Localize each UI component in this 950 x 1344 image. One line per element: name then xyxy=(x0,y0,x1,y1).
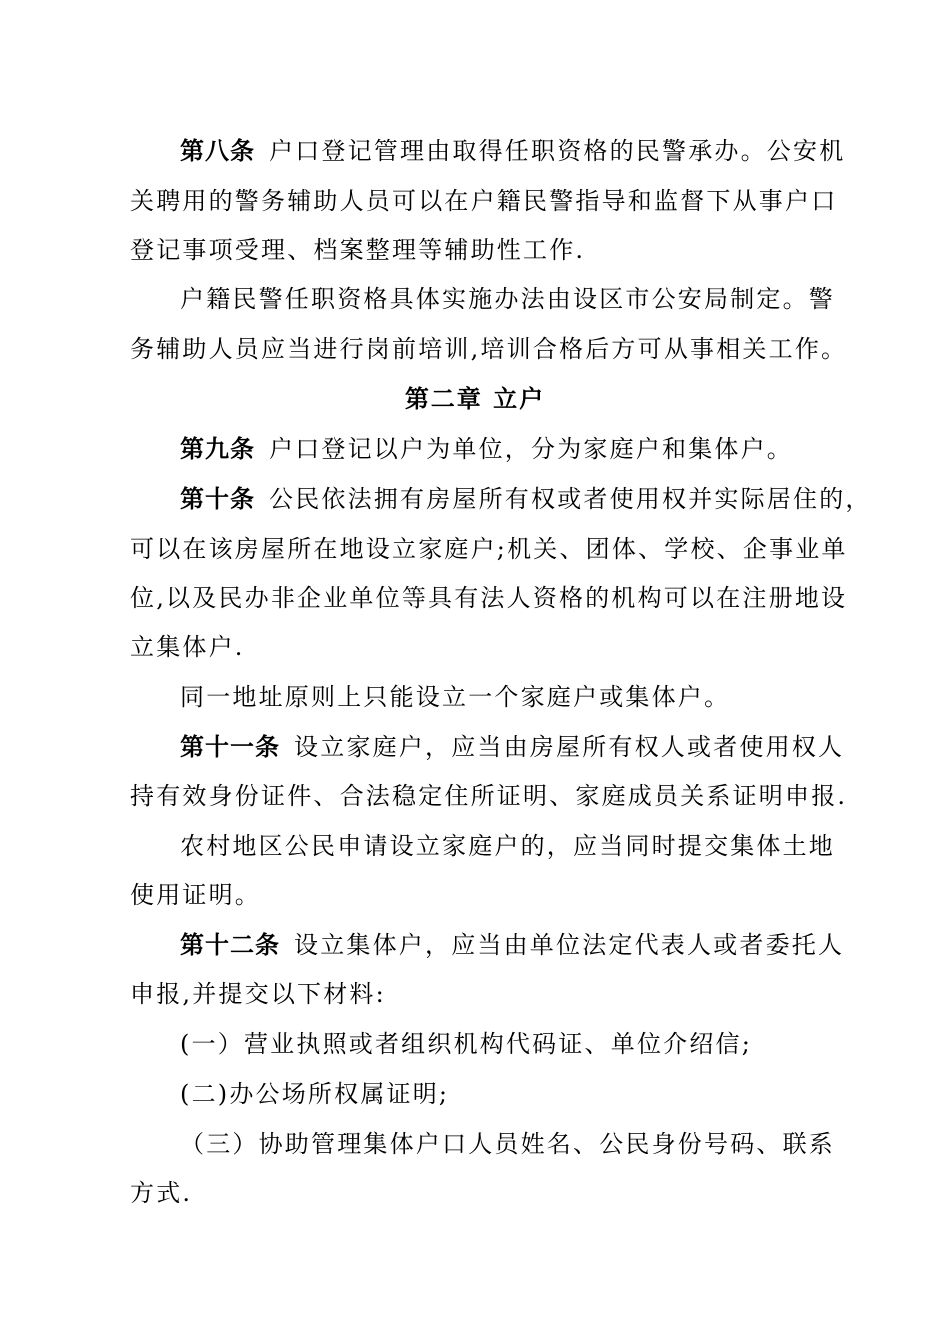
article10-line1 xyxy=(180,482,872,516)
chapter-heading: 第二章 立户 xyxy=(404,385,546,413)
article12-line2: 申报,并提交以下材料: xyxy=(130,980,386,1008)
article10-text1: 公民依法拥有房屋所有权或者使用权并实际居住的， xyxy=(269,485,872,513)
article9-label: 第九条 xyxy=(180,435,255,463)
article8-label: 第八条 xyxy=(180,137,255,165)
article10-para2-line1: 同一地址原则上只能设立一个家庭户或集体户。 xyxy=(180,683,731,711)
article9-line1 xyxy=(180,432,793,466)
article8-para2-line2: 务辅助人员应当进行岗前培训,培训合格后方可从事相关工作。 xyxy=(130,335,848,363)
article12-item3-line1: （三）协助管理集体户口人员姓名、公民身份号码、联系 xyxy=(180,1130,835,1158)
article12-line1 xyxy=(180,928,844,962)
article12-label: 第十二条 xyxy=(180,931,280,959)
article8-line1 xyxy=(180,134,845,168)
article11-label: 第十一条 xyxy=(180,733,280,761)
article10-line2: 可以在该房屋所在地设立家庭户;机关、团体、学校、企事业单 xyxy=(130,535,848,563)
article10-line4: 立集体户. xyxy=(130,633,245,661)
article10-label: 第十条 xyxy=(180,485,255,513)
article12-item1: (一）营业执照或者组织机构代码证、单位介绍信; xyxy=(180,1030,753,1058)
article12-item3-line2: 方式. xyxy=(130,1179,193,1207)
article10-line3: 位,以及民办非企业单位等具有法人资格的机构可以在注册地设 xyxy=(130,584,848,612)
article11-text1: 设立家庭户，应当由房屋所有权人或者使用权人 xyxy=(294,733,845,761)
article8-line2: 关聘用的警务辅助人员可以在户籍民警指导和监督下从事户口 xyxy=(130,187,838,215)
article11-line1 xyxy=(180,730,844,764)
article11-line2: 持有效身份证件、合法稳定住所证明、家庭成员关系证明申报. xyxy=(130,782,848,810)
article8-para2-line1: 户籍民警任职资格具体实施办法由设区市公安局制定。警 xyxy=(180,285,835,313)
article11-para2-line1: 农村地区公民申请设立家庭户的，应当同时提交集体土地 xyxy=(180,832,835,860)
article12-item2: (二)办公场所权属证明; xyxy=(180,1080,450,1108)
article8-line3: 登记事项受理、档案整理等辅助性工作. xyxy=(130,236,586,264)
article11-para2-line2: 使用证明。 xyxy=(130,881,261,909)
article9-text1: 户口登记以户为单位，分为家庭户和集体户。 xyxy=(269,435,793,463)
article8-text1: 户口登记管理由取得任职资格的民警承办。公安机 xyxy=(269,137,846,165)
article12-text1: 设立集体户，应当由单位法定代表人或者委托人 xyxy=(294,931,845,959)
